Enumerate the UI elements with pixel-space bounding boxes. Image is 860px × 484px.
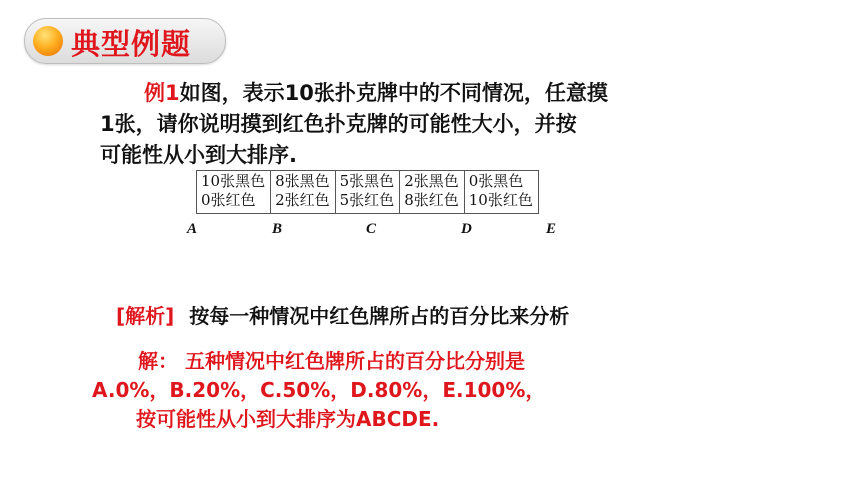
solution-line-2: A.0%，B.20%，C.50%，D.80%，E.100%，	[92, 378, 546, 402]
card-red-count: 0张红色	[201, 191, 256, 209]
problem-statement	[100, 78, 700, 171]
card-label-c: C	[366, 221, 377, 237]
card-box-b	[271, 171, 336, 213]
solution-block	[92, 347, 545, 434]
card-labels-row	[0, 221, 860, 241]
analysis-text: 按每一种情况中红色牌所占的百分比来分析	[189, 304, 570, 328]
card-red-count: 2张红色	[275, 191, 330, 209]
problem-line-1: 如图，表示10张扑克牌中的不同情况，任意摸	[179, 81, 608, 105]
section-title: 典型例题	[71, 27, 192, 61]
card-black-count: 5张黑色	[339, 172, 395, 190]
problem-line-2: 1张，请你说明摸到红色扑克牌的可能性大小，并按	[100, 112, 577, 136]
card-situations-table	[196, 170, 539, 214]
card-black-count: 10张黑色	[201, 172, 266, 190]
card-box-c	[336, 171, 401, 213]
card-box-d	[400, 171, 465, 213]
card-black-count: 2张黑色	[404, 172, 459, 190]
problem-line-3: 可能性从小到大排序.	[100, 143, 297, 167]
analysis-label: [解析]	[116, 304, 175, 328]
card-red-count: 5张红色	[339, 191, 395, 209]
card-box-a	[197, 171, 271, 213]
card-label-e: E	[546, 221, 557, 237]
card-red-count: 8张红色	[404, 191, 459, 209]
section-title-banner	[24, 18, 226, 64]
problem-label: 例1	[144, 81, 180, 105]
analysis-line	[116, 300, 569, 329]
card-box-e	[465, 171, 538, 213]
card-label-a: A	[187, 221, 198, 237]
card-label-d: D	[461, 221, 472, 237]
card-red-count: 10张红色	[468, 191, 533, 209]
orange-ball-icon	[33, 26, 63, 56]
solution-line-3: 按可能性从小到大排序为ABCDE.	[136, 407, 440, 431]
card-black-count: 8张黑色	[275, 172, 330, 190]
card-black-count: 0张黑色	[468, 172, 524, 190]
solution-line-1: 解： 五种情况中红色牌所占的百分比分别是	[138, 349, 525, 373]
card-label-b: B	[272, 221, 283, 237]
